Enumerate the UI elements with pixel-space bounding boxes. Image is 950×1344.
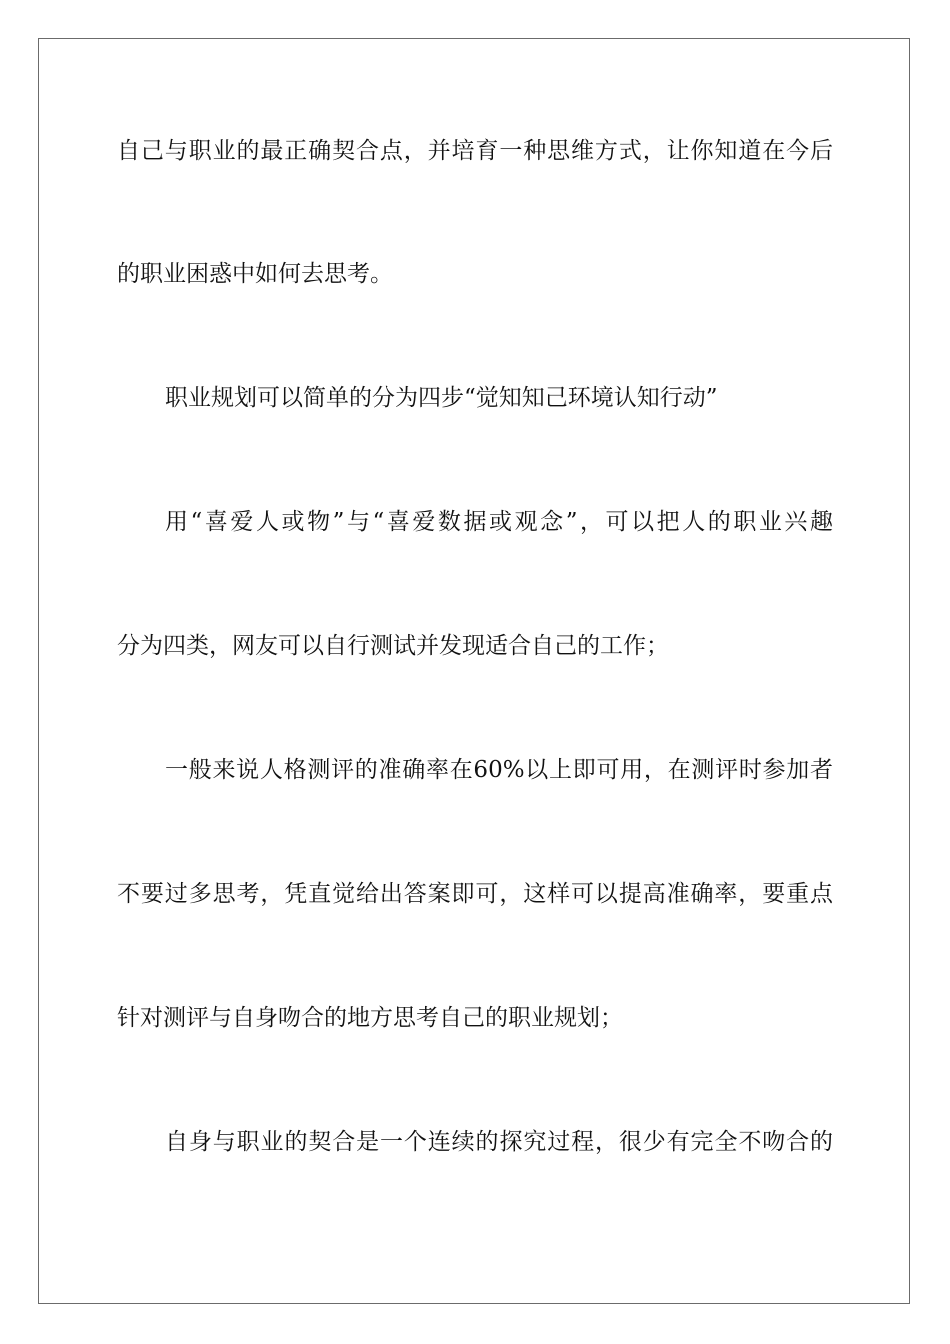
body-text-line: 分为四类，网友可以自行测试并发现适合自己的工作； <box>117 633 669 659</box>
body-text-line: 的职业困惑中如何去思考。 <box>117 261 393 287</box>
body-text-line: 针对测评与自身吻合的地方思考自己的职业规划； <box>117 1005 623 1031</box>
paragraph-line: 一般来说人格测评的准确率在60%以上即可用，在测评时参加者 <box>165 757 833 783</box>
body-text-line: 自己与职业的最正确契合点，并培育一种思维方式，让你知道在今后 <box>117 138 833 164</box>
body-text-line: 不要过多思考，凭直觉给出答案即可，这样可以提高准确率，要重点 <box>117 881 833 907</box>
paragraph-line: 用“喜爱人或物”与“喜爱数据或观念”，可以把人的职业兴趣 <box>165 509 833 535</box>
paragraph-line: 职业规划可以简单的分为四步“觉知知己环境认知行动” <box>165 385 718 411</box>
page-border <box>38 38 910 1304</box>
paragraph-line: 自身与职业的契合是一个连续的探究过程，很少有完全不吻合的 <box>165 1129 833 1155</box>
